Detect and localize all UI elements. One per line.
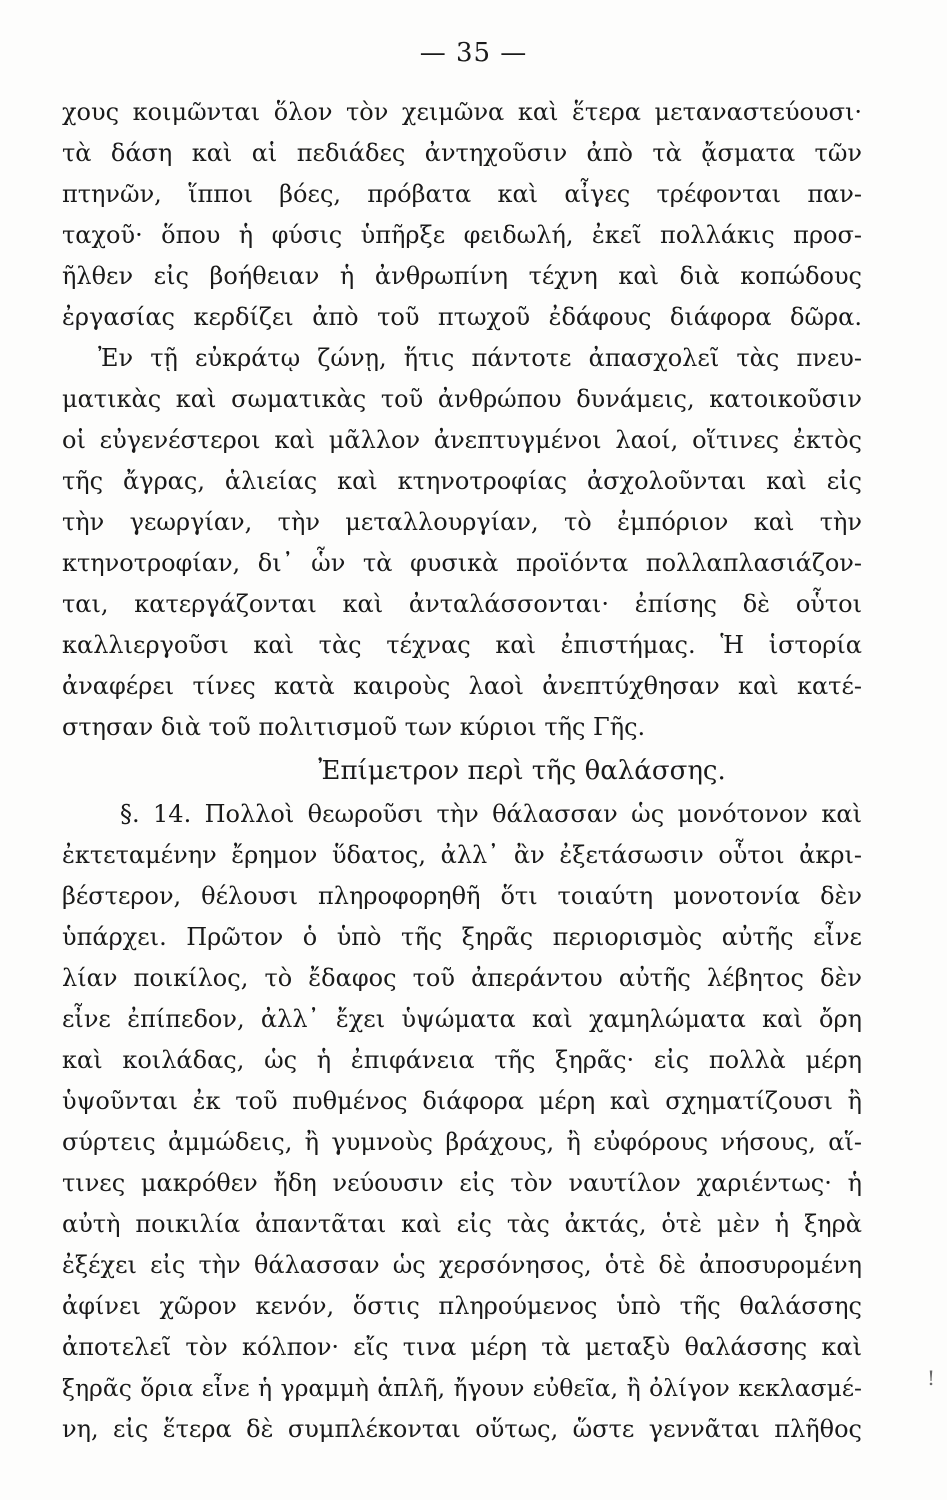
text-line: ἀφίνει χῶρον κενόν, ὅστις πληρούμενος ὑπὸ τῆς θαλάσσης <box>62 1292 862 1320</box>
text-line: ὑπάρχει. Πρῶτον ὁ ὑπὸ τῆς ξηρᾶς περιορισμὸς αὐτῆς εἶνε <box>62 923 862 951</box>
text-line: νη, εἰς ἕτερα δὲ συμπλέκονται οὕτως, ὥστε γεννᾶται πλῆθος <box>62 1415 862 1443</box>
text-line: ταχοῦ· ὅπου ἡ φύσις ὑπῆρξε φειδωλή, ἐκεῖ πολλάκις προσ- <box>62 221 862 249</box>
text-line: τῆς ἄγρας, ἁλιείας καὶ κτηνοτροφίας ἀσχολοῦνται καὶ εἰς <box>62 467 862 495</box>
text-line: ξηρᾶς ὅρια εἶνε ἡ γραμμὴ ἁπλῆ, ἤγουν εὐθεῖα, ἢ ὀλίγον κεκλασμέ- <box>62 1374 862 1402</box>
text-line: ματικὰς καὶ σωματικὰς τοῦ ἀνθρώπου δυνάμεις, κατοικοῦσιν <box>62 385 862 413</box>
text-line: καλλιεργοῦσι καὶ τὰς τέχνας καὶ ἐπιστήμας. Ἡ ἱστορία <box>62 631 862 659</box>
text-line: αὐτὴ ποικιλία ἀπαντᾶται καὶ εἰς τὰς ἀκτάς, ὁτὲ μὲν ἡ ξηρὰ <box>62 1210 862 1238</box>
text-line: λίαν ποικίλος, τὸ ἔδαφος τοῦ ἀπεράντου αὐτῆς λέβητος δὲν <box>62 964 862 992</box>
text-line: ὑψοῦνται ἐκ τοῦ πυθμένος διάφορα μέρη καὶ σχηματίζουσι ἢ <box>62 1087 862 1115</box>
text-line: χους κοιμῶνται ὅλον τὸν χειμῶνα καὶ ἕτερα μεταναστεύουσι· <box>62 98 862 126</box>
text-line: ται, κατεργάζονται καὶ ἀνταλάσσονται· ἐπίσης δὲ οὗτοι <box>62 590 862 618</box>
text-line: §. 14. Πολλοὶ θεωροῦσι τὴν θάλασσαν ὡς μονότονον καὶ <box>120 800 862 828</box>
edge-mark: ! <box>926 1366 935 1390</box>
text-line: ἐκτεταμένην ἔρημον ὕδατος, ἀλλ᾽ ἂν ἐξετάσωσιν οὗτοι ἀκρι- <box>62 841 862 869</box>
text-line: τινες μακρόθεν ἤδη νεύουσιν εἰς τὸν ναυτίλον χαριέντως· ἡ <box>62 1169 862 1197</box>
text-line: Ἐν τῇ εὐκράτῳ ζώνῃ, ἥτις πάντοτε ἀπασχολεῖ τὰς πνευ- <box>98 344 862 372</box>
text-line: εἶνε ἐπίπεδον, ἀλλ᾽ ἔχει ὑψώματα καὶ χαμηλώματα καὶ ὄρη <box>62 1005 862 1033</box>
text-line: τὰ δάση καὶ αἱ πεδιάδες ἀντηχοῦσιν ἀπὸ τὰ ᾄσματα τῶν <box>62 139 862 167</box>
text-line: σύρτεις ἀμμώδεις, ἢ γυμνοὺς βράχους, ἢ εὐφόρους νήσους, αἵ- <box>62 1128 862 1156</box>
page-number: — 35 — <box>419 38 528 68</box>
text-line: τὴν γεωργίαν, τὴν μεταλλουργίαν, τὸ ἐμπόριον καὶ τὴν <box>62 508 862 536</box>
text-line: ἀναφέρει τίνες κατὰ καιροὺς λαοὶ ἀνεπτύχθησαν καὶ κατέ- <box>62 672 862 700</box>
text-line: στησαν διὰ τοῦ πολιτισμοῦ των κύριοι τῆς Γῆς. <box>62 713 646 741</box>
text-line: πτηνῶν, ἵπποι βόες, πρόβατα καὶ αἶγες τρέφονται παν- <box>62 180 862 208</box>
text-line: βέστερον, θέλουσι πληροφορηθῆ ὅτι τοιαύτη μονοτονία δὲν <box>62 882 862 910</box>
text-line: καὶ κοιλάδας, ὡς ἡ ἐπιφάνεια τῆς ξηρᾶς· εἰς πολλὰ μέρη <box>62 1046 862 1074</box>
text-line: ἐξέχει εἰς τὴν θάλασσαν ὡς χερσόνησος, ὁτὲ δὲ ἀποσυρομένη <box>62 1251 862 1279</box>
text-line: ἐργασίας κερδίζει ἀπὸ τοῦ πτωχοῦ ἐδάφους διάφορα δῶρα. <box>62 303 862 331</box>
text-line: ἀποτελεῖ τὸν κόλπον· εἴς τινα μέρη τὰ μεταξὺ θαλάσσης καὶ <box>62 1333 862 1361</box>
text-line: κτηνοτροφίαν, δι᾽ ὧν τὰ φυσικὰ προϊόντα πολλαπλασιάζον- <box>62 549 862 577</box>
body-text <box>62 92 862 1450</box>
text-line: οἱ εὐγενέστεροι καὶ μᾶλλον ἀνεπτυγμένοι λαοί, οἵτινες ἐκτὸς <box>62 426 862 454</box>
text-line: ῆλθεν εἰς βοήθειαν ἡ ἀνθρωπίνη τέχνη καὶ διὰ κοπώδους <box>62 262 862 290</box>
section-heading: Ἐπίμετρον περὶ τῆς θαλάσσης. <box>318 756 726 786</box>
